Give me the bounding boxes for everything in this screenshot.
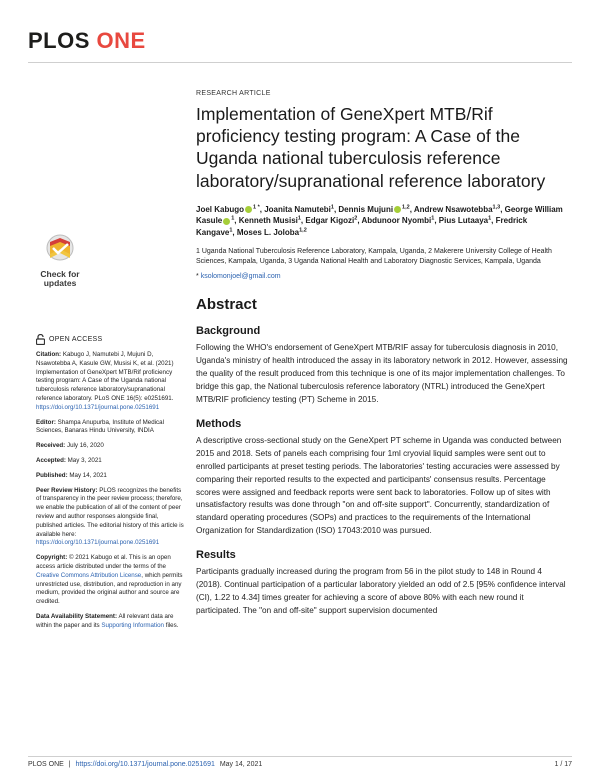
- crossmark-line1: Check for: [40, 269, 80, 279]
- author-name: , Abdunoor Nyombi: [357, 216, 432, 226]
- orcid-icon[interactable]: [223, 218, 230, 225]
- footer-divider: [28, 756, 572, 757]
- journal-logo[interactable]: [28, 28, 146, 54]
- author-name: , Moses L. Joloba: [232, 228, 300, 238]
- received-label: Received:: [36, 442, 66, 450]
- section-text: Participants gradually increased during the program from 56 in the pilot study to 148 in Round 4 (2018). Continual participation of a particular laboratory yielded an odd of 2.5 [95% confidence interval (CI), 1.22 to 4.34] times greater for achieving a score of above 80% with each new round it participated. The "on and off-site" support supervision documented: [196, 567, 566, 616]
- citation-label: Citation:: [36, 351, 62, 358]
- accepted-label: Accepted:: [36, 456, 66, 464]
- supporting-information-link[interactable]: Supporting Information: [101, 621, 164, 629]
- orcid-icon[interactable]: [394, 206, 401, 213]
- affiliations: 1 Uganda National Tuberculosis Reference Laboratory, Kampala, Uganda, 2 Makerere University College of Health Sciences, Kampala, Uganda, 3 Uganda National Health and Laboratory Diagnostic Services, Kampala, Uganda: [196, 247, 552, 265]
- orcid-icon[interactable]: [245, 206, 252, 213]
- page-number: 1 / 17: [554, 761, 572, 768]
- author-affiliation-marker: 1: [330, 204, 334, 211]
- footer-separator: |: [68, 761, 71, 768]
- received-block: [36, 442, 184, 451]
- received-date: July 16, 2020: [66, 442, 104, 450]
- author-affiliation-marker: 1,2: [402, 204, 410, 211]
- footer-doi-link[interactable]: https://doi.org/10.1371/journal.pone.0251691: [75, 761, 215, 768]
- author-name: , George William Kasule: [196, 204, 563, 226]
- author-affiliation-marker: 1: [488, 215, 492, 222]
- author-affiliation-marker: 1: [297, 215, 301, 222]
- open-lock-icon: [36, 334, 45, 345]
- data-availability-block: [36, 613, 184, 631]
- author-affiliation-marker: 1: [431, 215, 435, 222]
- author-affiliation-marker: 1: [231, 215, 235, 222]
- peer-review-label: Peer Review History:: [36, 486, 98, 494]
- peer-review-text: PLOS recognizes the benefits of transparency in the peer review process; therefore, we enable the publication of all of the content of peer review and author responses alongside final, published articles. The editorial history of this article is available here:: [36, 486, 184, 538]
- data-availability-label: Data Availability Statement:: [36, 612, 118, 620]
- abstract-heading: Abstract: [196, 295, 257, 313]
- abstract-section-results: [196, 549, 568, 618]
- article-metadata-sidebar: [36, 334, 184, 637]
- data-availability-text-2: files.: [165, 621, 179, 629]
- citation-doi-link[interactable]: https://doi.org/10.1371/journal.pone.0251691: [36, 403, 160, 411]
- article-title: Implementation of GeneXpert MTB/Rif proficiency testing program: A Case of the Uganda national tuberculosis reference laboratory/supranational reference laboratory: [196, 104, 546, 191]
- crossmark-line2: updates: [43, 278, 77, 289]
- peer-review-doi-link[interactable]: https://doi.org/10.1371/journal.pone.0251691: [36, 539, 160, 547]
- editor-text: Shampa Anupurba, Institute of Medical Sciences, Banaras Hindu University, INDIA: [36, 418, 164, 435]
- footer-date: May 14, 2021: [219, 761, 263, 768]
- header-divider: [28, 62, 572, 63]
- author-name: , Andrew Nsawotebba: [409, 204, 493, 214]
- editor-block: [36, 419, 184, 437]
- logo-one: ONE: [96, 28, 146, 53]
- peer-review-block: [36, 487, 184, 549]
- section-heading: Results: [196, 549, 236, 562]
- check-for-updates-badge[interactable]: [36, 234, 84, 289]
- published-block: [36, 472, 184, 481]
- author-name: , Pius Lutaaya: [434, 216, 489, 226]
- section-heading: Background: [196, 324, 261, 337]
- author-affiliation-marker: 1 *: [253, 204, 260, 211]
- copyright-block: [36, 554, 184, 607]
- data-availability-text-1: All relevant data are within the paper and its: [36, 612, 174, 629]
- published-date: May 14, 2021: [69, 471, 107, 479]
- corresponding-marker: *: [196, 272, 199, 280]
- author-list: [196, 204, 568, 239]
- page-footer: [28, 761, 572, 768]
- logo-plos: PLOS: [28, 28, 90, 53]
- author-name: , Fredrick Kangave: [196, 216, 528, 238]
- section-text: Following the WHO's endorsement of GeneXpert MTB/RIF assay for tuberculosis diagnosis in 2010, Uganda's ministry of health introduced the assay in its laboratory network in 2012. However, assessing the quality of the result produced from this technique is one of its major implementation challenges. To bridge this gap, the National tuberculosis reference laboratory (NTRL) introduced the GeneXpert MTB/RIF proficiency testing (PT) Scheme in 2015.: [196, 342, 568, 404]
- copyright-label: Copyright:: [36, 554, 68, 562]
- section-text: A descriptive cross-sectional study on the GeneXpert PT scheme in Uganda was conducted between 2015 and 2018. Sets of panels each comprising four 1ml cryovial liquid samples were sent out to enrolled participants at preset testing periods. The laboratories' testing accuracies were assessed by comparing their reported results to the expected and participants' consensus results. Percentage scores were assigned and feedback reports were sent back to laboratories. Follow up of sites with unsatisfactory results was done through "on and off-site support". Concurrently, standardization of standard operating procedures (SOPs) and practices to the requirements of the International Organization for Standardization (ISO) 17043:2010 was pursued.: [196, 435, 562, 536]
- author-affiliation-marker: 2: [354, 215, 358, 222]
- author-name: Joel Kabugo: [196, 204, 245, 214]
- citation-block: [36, 351, 184, 413]
- abstract-section-methods: [196, 418, 568, 539]
- accepted-date: May 3, 2021: [67, 456, 102, 464]
- email-link[interactable]: ksolomonjoel@gmail.com: [200, 272, 281, 280]
- citation-text: Kabugo J, Namutebi J, Mujuni D, Nsawotebba A, Kasule GW, Musisi K, et al. (2021) Implementation of GeneXpert MTB/Rif proficiency testing program: A Case of the Uganda national tuberculosis reference laboratory/supranational reference laboratory. PLoS ONE 16(5): e0251691.: [36, 351, 174, 402]
- copyright-text-2: , which permits unrestricted use, distribution, and reproduction in any medium, provided the original author and source are credited.: [36, 571, 183, 606]
- author-affiliation-marker: 1,2: [299, 227, 307, 234]
- section-heading: Methods: [196, 417, 242, 430]
- author-name: , Joanita Namutebi: [259, 204, 331, 214]
- open-access-label: OPEN ACCESS: [49, 335, 103, 343]
- author-affiliation-marker: 1: [229, 227, 233, 234]
- published-label: Published:: [36, 471, 68, 479]
- crossmark-icon: [45, 234, 75, 268]
- article-type: RESEARCH ARTICLE: [196, 90, 271, 97]
- accepted-block: [36, 457, 184, 466]
- corresponding-email: [196, 273, 568, 280]
- footer-journal: PLOS ONE: [28, 761, 64, 768]
- author-name: , Edgar Kigozi: [300, 216, 355, 226]
- author-name: , Dennis Mujuni: [333, 204, 394, 214]
- article-main: [196, 90, 568, 629]
- license-link[interactable]: Creative Commons Attribution License: [36, 571, 142, 579]
- author-name: , Kenneth Musisi: [234, 216, 298, 226]
- author-affiliation-marker: 1,3: [492, 204, 501, 211]
- copyright-text-1: © 2021 Kabugo et al. This is an open access article distributed under the terms of the: [36, 554, 171, 570]
- abstract-section-background: [196, 325, 568, 407]
- editor-label: Editor:: [36, 418, 56, 426]
- open-access-badge: [36, 334, 184, 345]
